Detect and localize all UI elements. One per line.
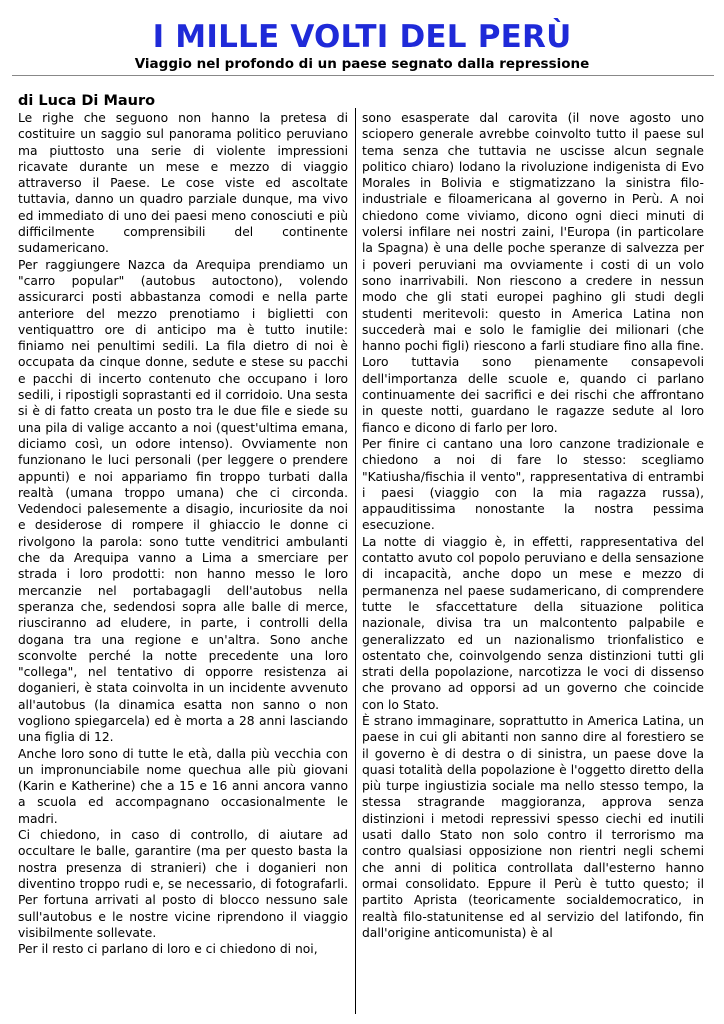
paragraph: Per il resto ci parlano di loro e ci chiedono di noi, [18,942,318,957]
article-title: I MILLE VOLTI DEL PERÙ [152,19,572,55]
header-divider [12,75,714,76]
paragraph: Ci chiedono, in caso di controllo, di aiutare ad occultare le balle, garantire (ma per questo basta la nostra presenza di stranieri) che i doganieri non diventino troppo rudi e, se necessario, di fotografarli. Per fortuna arrivati al posto di blocco nessuno sale sull'autobus e le nostre vicine riprendono il viaggio visibilmente sollevate. [18,828,348,940]
left-column [18,110,348,1010]
paragraph: È strano immaginare, soprattutto in America Latina, un paese in cui gli abitanti non sanno dire al forestiero se il governo è di destra o di sinistra, un paese dove la quasi totalità della popolazione è l'oggetto diretto della più turpe ingiustizia sociale ma nello stesso tempo, la stessa stragrande maggioranza, approva senza distinzioni i metodi repressivi spesso ciechi ed inutili usati dallo Stato non solo contro il terrorismo ma contro qualsiasi opposizione non rientri negli schemi che anni di politica controllata dall'esterno hanno ormai consolidato. Eppure il Perù è tutto questo; il partito Aprista (teoricamente socialdemocratico, in realtà filo-statunitense ed al servizio del latifondo, fin dall'origine anticomunista) è al [362,713,704,940]
paragraph: Per raggiungere Nazca da Arequipa prendiamo un "carro popular" (autobus autoctono), volendo assicurarci posti abbastanza comodi e nella parte anteriore del mezzo prenotiamo i biglietti con ventiquattro ore di anticipo ma è tutto inutile: finiamo nei penultimi sedili. La fila dietro di noi è occupata da cinque donne, sedute e stese su pacchi e pacchi di incerto contenuto che occupano i loro sedili, i ripostigli soprastanti ed il corridoio. Una sesta si è di fatto creata un posto tra le due file e siede su una pila di valige accanto a noi (quest'ultima emana, diciamo così, un odore intenso). Ovviamente non funzionano le luci personali (per leggere o prendere appunti) e noi appariamo fin troppo turbati dalla realtà (umana troppo umana) che ci circonda. Vedendoci palesemente a disagio, incuriosite da noi e desiderose di rompere il ghiaccio le donne ci rivolgono la parola: sono tutte venditrici ambulanti che da Arequipa vanno a Lima a smerciare per strada i loro prodotti: non hanno messo le loro mercanzie nel portabagagli dell'autobus nella speranza che, sedendosi sopra alle balle di merce, riusciranno ad eludere, in parte, i controlli della dogana tra una regione e un'altra. Sono anche sconvolte perché la notte precedente una loro "collega", nel tentativo di opporre resistenza ai doganieri, è stata coinvolta in un incidente avvenuto all'autobus (la dinamica esatta non sanno o non vogliono spiegarcela) ed è morta a 28 anni lasciando una figlia di 12. [18,257,348,745]
paragraph: Per finire ci cantano una loro canzone tradizionale e chiedono a noi di fare lo stesso: scegliamo "Katiusha/fischia il vento", rappresentativa di entrambi i paesi (viaggio con la mia ragazza russa), appauditissima nonostante la nostra pessima esecuzione. [362,436,704,533]
column-divider [355,108,356,1014]
right-column [362,110,704,1010]
paragraph: sono esasperate dal carovita (il nove agosto uno sciopero generale avrebbe coinvolto tutto il paese sul tema senza che tuttavia ne uscisse alcun segnale politico chiaro) lodano la rivoluzione indigenista di Evo Morales in Bolivia e stigmatizzano la sinistra filo-industriale e filoamericana al governo in Perù. A noi chiedono come viviamo, dicono ogni dieci minuti di volersi infilare nei nostri zaini, l'Europa (in particolare la Spagna) è una delle poche speranze di salvezza per i poveri peruviani ma ovviamente i costi di un volo sono inarrivabili. Non riescono a credere in nessun modo che gli stati europei paghino gli studi degli studenti meritevoli: questo in America Latina non succederà mai e solo le famiglie dei milionari (che hanno pochi figli) riescono a farli studiare fino alla fine. Loro tuttavia sono pienamente consapevoli dell'importanza delle scuole e, quando ci parlano continuamente dei sacrifici e dei rischi che affrontano in queste notti, guardano le ragazze sedute al loro fianco e dicono di farlo per loro. [362,111,704,435]
paragraph: La notte di viaggio è, in effetti, rappresentativa del contatto avuto col popolo peruviano e della sensazione di incapacità, anche dopo un mese e mezzo di permanenza nel paese sudamericano, di comprendere tutte le sfaccettature della situazione politica nazionale, divisa tra un malcontento palpabile e generalizzato ed un nazionalismo trionfalistico e ostentato che, coinvolgendo senza distinzioni tutti gli strati della popolazione, narcotizza le voci di dissenso che provano ad opporsi ad un governo che coincide con lo Stato. [362,534,704,712]
paragraph: Le righe che seguono non hanno la pretesa di costituire un saggio sul panorama politico peruviano ma piuttosto una serie di violente impressioni ricavate durante un mese e mezzo di viaggio attraverso il Paese. Le cose viste ed ascoltate tuttavia, danno un quadro parziale dunque, ma vivo ed immediato di uno dei paesi meno conosciuti e più difficilmente comprensibili del continente sudamericano. [18,111,348,256]
paragraph: Anche loro sono di tutte le età, dalla più vecchia con un impronunciabile nome quechua alle più giovani (Karin e Katherine) che a 15 e 16 anni ancora vanno a scuola ed accompagnano occasionalmente le madri. [18,746,348,826]
author-byline: di Luca Di Mauro [18,93,156,109]
article-subtitle: Viaggio nel profondo di un paese segnato dalla repressione [134,56,590,72]
